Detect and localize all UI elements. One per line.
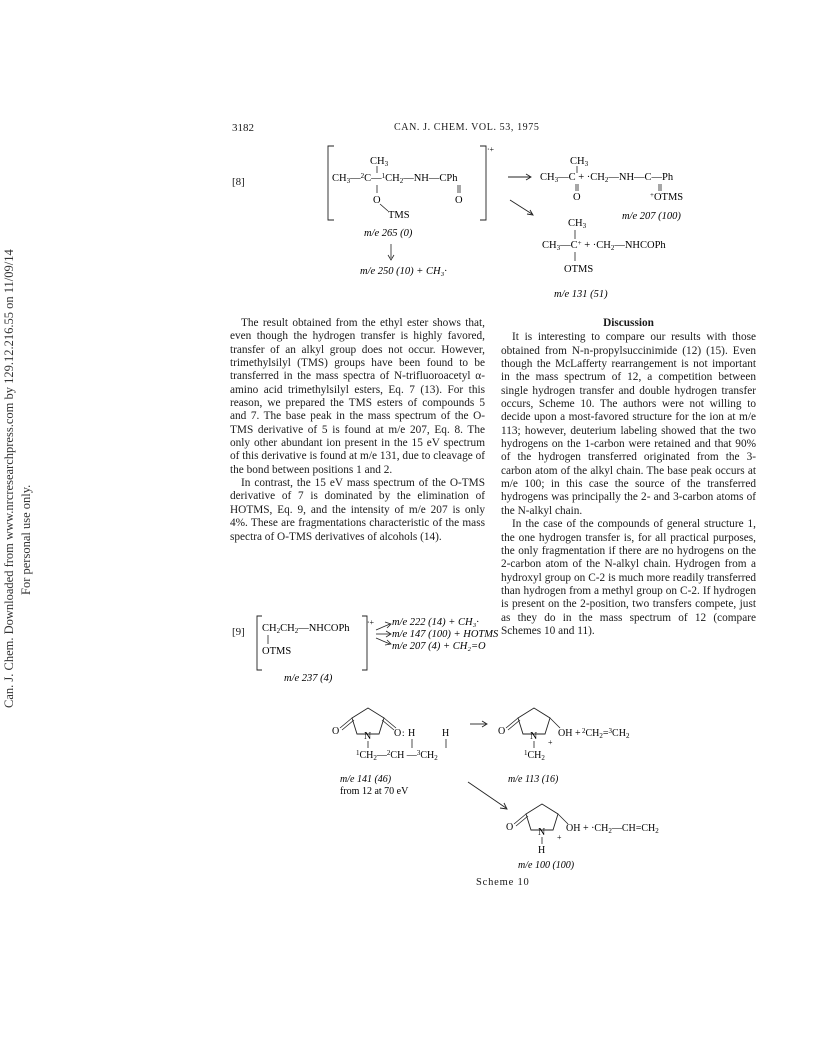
- scheme-10: [318, 698, 738, 870]
- svg-text:N: N: [530, 731, 538, 742]
- body-paragraph: The result obtained from the ethyl ester shows that, even though the hydrogen transfer is highly favored, transfer of an alkyl group does not occur. However, trimethylsilyl (TMS) groups have been found to be transferred in the mass spectra of N-trifluoroacetyl α-amino acid trimethylsilyl esters, Eq. 7 (13). For this reason, we prepared the TMS esters of compounds 5 and 7. The base peak in the mass spectrum of the O-TMS derivative of 5 is found at m/e 207, Eq. 8. The only other abundant ion present in the 15 eV spectrum of this derivative is found at m/e 131, due to cleavage of the bond between positions 1 and 2.: [230, 317, 485, 476]
- svg-text:N: N: [538, 827, 546, 838]
- body-paragraph: It is interesting to compare our results with those obtained from N-n-propylsuccinimide (12) (15). Even though the McLafferty rearrangement is not important in the mass spectrum of 12, a competition between single hydrogen transfer and double hydrogen transfer occurs, Scheme 10. The authors were not willing to decide upon a most-favored structure for the ion at m/e 113; however, deuterium labeling showed that the two hydrogens on the 1-carbon were retained and that 90% of the hydrogen transferred originated from the 3-carbon atom of the alkyl chain. The base peak occurs at m/e 100; in this case the source of the transferred hydrogens was principally the 2- and 3-carbon atoms of the N-alkyl chain.: [501, 331, 756, 517]
- equation-8: [300, 140, 770, 300]
- svg-text:O: O: [394, 728, 402, 739]
- left-column: [230, 317, 485, 544]
- svg-text:2CH2=3CH2: $^2CH_2=^3CH_2$: [582, 727, 630, 740]
- svg-text:CH3: CH3: [568, 218, 587, 230]
- svg-text:H: H: [538, 845, 546, 856]
- svg-text:+OTMS: +OTMS: [650, 191, 684, 203]
- svg-text:OTMS: OTMS: [262, 646, 292, 657]
- eq9-fragment-1: m/e 222 (14) + CH₃·: [392, 617, 479, 628]
- svg-text:H: H: [442, 728, 450, 739]
- svg-text:H: H: [408, 728, 416, 739]
- svg-text:+: +: [557, 833, 562, 842]
- svg-text:CH2CH2—NHCOPh: CH2CH2—NHCOPh: [262, 623, 350, 635]
- svg-text:1CH2—2CH —3CH2: $^1CH_2—^2CH$ $—^3CH_2$: [356, 749, 438, 762]
- svg-text:CH3: CH3: [570, 156, 589, 168]
- svg-text:O: O: [373, 195, 381, 206]
- eq8-parent-ion: m/e 265 (0): [364, 228, 413, 239]
- svg-text:OTMS: OTMS: [564, 264, 594, 275]
- svg-text:CH3—2C—1CH2—NH—CPh: CH3—$^2$C—$^1$CH2—NH—CPh: [332, 172, 458, 185]
- svg-text:‧+: ‧+: [367, 618, 375, 627]
- scheme-parent-ion: m/e 141 (46): [340, 774, 392, 785]
- eq8-fragment-b: m/e 131 (51): [554, 289, 608, 300]
- svg-text:O: O: [498, 726, 506, 737]
- eq9-parent-ion: m/e 237 (4): [284, 673, 333, 684]
- svg-text:CH3—C + ·CH2—NH—C—Ph: CH3—C + ·CH2—NH—C—Ph: [540, 172, 674, 184]
- svg-text:O: O: [455, 195, 463, 206]
- equation-8-label: [8]: [232, 176, 245, 188]
- svg-text:O: O: [506, 822, 514, 833]
- download-watermark: [0, 0, 48, 1057]
- svg-text::: :: [402, 728, 405, 738]
- scheme-parent-source: from 12 at 70 eV: [340, 786, 409, 797]
- eq9-fragment-3: m/e 207 (4) + CH₂=O: [392, 641, 486, 652]
- eq9-fragment-2: m/e 147 (100) + HOTMS: [392, 629, 499, 640]
- svg-text:O: O: [332, 726, 340, 737]
- scheme-product-2: m/e 100 (100): [518, 860, 575, 870]
- body-paragraph: In the case of the compounds of general structure 1, the one hydrogen transfer is, for all practical purposes, the only fragmentation if there are no hydrogens on the 2-carbon atom of the N-alkyl chain. Hydrogen from a hydroxyl group on C-2 is much more readily transferred than hydrogen from a methyl group on C-2. If hydrogen is present on the 2-position, two transfers compete, just as they do in the mass spectrum of 12 (compare Schemes 10 and 11).: [501, 518, 756, 637]
- scheme-product-1: m/e 113 (16): [508, 774, 559, 785]
- personal-use-notice: For personal use only.: [19, 484, 33, 595]
- page-number: 3182: [232, 122, 254, 134]
- svg-text:+: +: [548, 738, 553, 747]
- svg-text:‧+: ‧+: [487, 145, 495, 154]
- eq8-fragment-a: m/e 207 (100): [622, 211, 681, 222]
- download-notice: Can. J. Chem. Downloaded from www.nrcresearchpress.com by 129.12.216.55 on 11/09/14: [2, 249, 16, 708]
- svg-text:OH + ·CH2—CH=CH2: OH + $\cdot CH_2—CH=CH_2$: [566, 823, 659, 835]
- section-heading: Discussion: [603, 317, 654, 329]
- svg-text:CH3—C+ + ·CH2—NHCOPh: CH3—C+ + ·CH2—NHCOPh: [542, 239, 666, 252]
- body-paragraph: In contrast, the 15 eV mass spectrum of the O-TMS derivative of 7 is dominated by the elimination of HOTMS, Eq. 9, and the intensity of m/e 207 is only 4%. These are fragmentations characteristic of the mass spectra of O-TMS derivatives of alcohols (14).: [230, 477, 485, 543]
- svg-text:N: N: [364, 731, 372, 742]
- scheme-caption: Scheme 10: [476, 877, 530, 888]
- right-column: [501, 317, 756, 638]
- running-head: CAN. J. CHEM. VOL. 53, 1975: [394, 122, 540, 133]
- svg-text:CH3: CH3: [370, 156, 389, 168]
- svg-text:O: O: [573, 192, 581, 203]
- svg-text:1CH2: $^1CH_2$: [524, 749, 545, 762]
- equation-9-label: [9]: [232, 626, 245, 638]
- svg-text:OH +: OH +: [558, 728, 581, 739]
- svg-text:TMS: TMS: [388, 210, 410, 221]
- eq8-loss-methyl: m/e 250 (10) + CH₃·: [360, 266, 447, 277]
- equation-9: [254, 608, 504, 684]
